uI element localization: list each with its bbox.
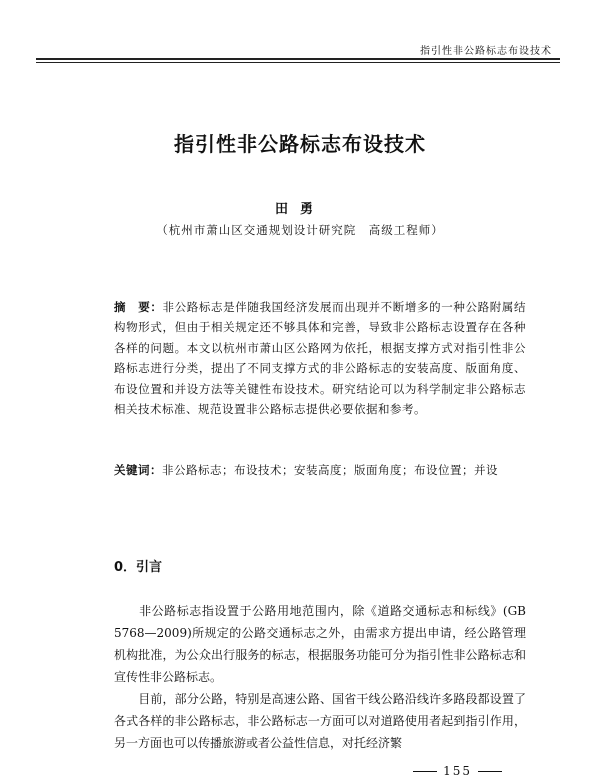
- author-name: 田勇: [274, 202, 325, 217]
- author-affiliation: （杭州市萧山区交通规划设计研究院 高级工程师）: [156, 223, 444, 237]
- page-number-value: 155: [443, 764, 472, 778]
- page-number: [407, 764, 508, 778]
- abstract: [114, 297, 526, 419]
- page-number-dash: [478, 771, 502, 772]
- paragraph: 目前，部分公路，特别是高速公路、国省干线公路沿线许多路段都设置了各式各样的非公路标志，非公路标志一方面可以对道路使用者起到指引作用，另一方面也可以传播旅游或者公益性信息，对托经济繁: [114, 692, 526, 750]
- header-rule: [36, 58, 560, 63]
- paper-title: 指引性非公路标志布设技术: [174, 132, 426, 156]
- page-number-dash: [413, 771, 437, 772]
- paragraph: 非公路标志指设置于公路用地范围内，除《道路交通标志和标线》(GB 5768—2009)所规定的公路交通标志之外，由需求方提出申请，经公路管理机构批准，为公众出行服务的标志，根据服务功能可分为指引性非公路标志和宣传性非公路标志。: [114, 604, 526, 684]
- abstract-text: 非公路标志是伴随我国经济发展而出现并不断增多的一种公路附属结构物形式，但由于相关规定还不够具体和完善，导致非公路标志设置存在各种各样的问题。本文以杭州市萧山区公路网为依托，根据支撑方式对指引性非公路标志进行分类，提出了不同支撑方式的非公路标志的安装高度、版面角度、布设位置和并设方法等关键性布设技术。研究结论可以为科学制定非公路标志相关技术标准、规范设置非公路标志提供必要依据和参考。: [114, 300, 526, 417]
- section-heading: 0．引言: [114, 560, 163, 575]
- abstract-label: 摘 要：: [114, 300, 163, 314]
- keywords: [114, 460, 526, 480]
- body-text: [114, 600, 526, 754]
- running-head: 指引性非公路标志布设技术: [420, 46, 552, 57]
- keywords-text: 非公路标志；布设技术；安装高度；版面角度；布设位置；并设: [162, 463, 498, 477]
- keywords-label: 关键词：: [114, 463, 162, 477]
